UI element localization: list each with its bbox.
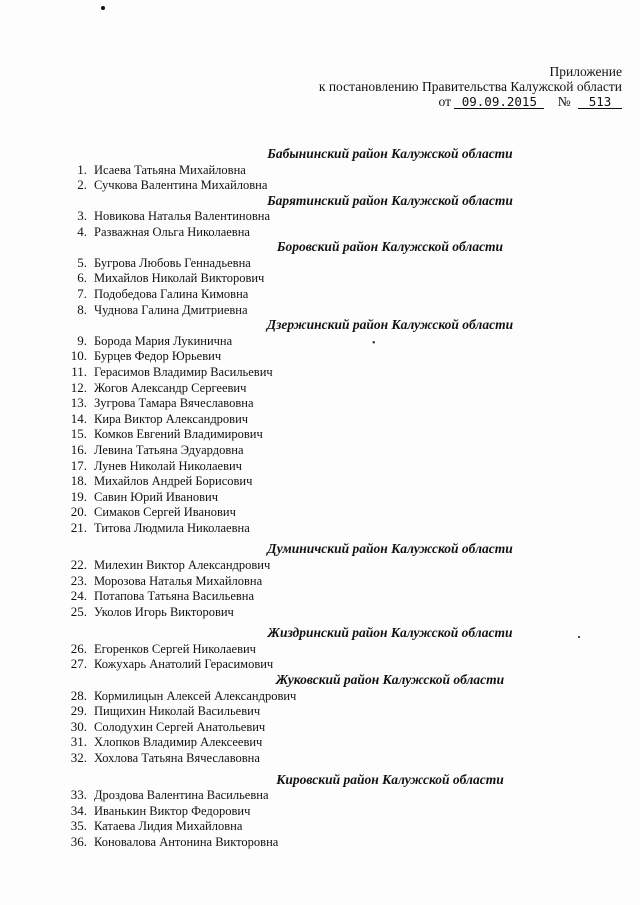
decree-number: 513 [578,95,622,109]
list-item-number: 8. [77,301,87,317]
list-item-number: 6. [77,270,87,286]
person-name: Титова Людмила Николаевна [94,520,250,535]
person-name: Герасимов Владимир Васильевич [94,364,273,379]
list-item [0,302,640,318]
person-name: Дроздова Валентина Васильевна [94,788,269,802]
list-item-number: 22. [70,556,87,572]
person-name: Солодухин Сергей Анатольевич [94,719,266,734]
person-name: Катаева Лидия Михайловна [94,819,243,834]
district-list [0,146,640,849]
district-heading: Думиничский район Калужской области [267,541,513,557]
appendix-title: Приложение [549,64,622,79]
person-name: Зугрова Тамара Вячеславовна [94,396,254,411]
list-item-number: 4. [77,223,87,239]
list-item [0,719,640,735]
list-item-number: 5. [77,254,87,270]
list-item [0,489,640,505]
person-name: Комков Евгений Владимирович [94,427,263,442]
list-item [0,473,640,489]
list-item [0,734,640,750]
list-item [0,703,640,719]
list-item [0,573,640,589]
list-item [0,604,640,620]
list-item [0,641,640,657]
person-name: Потапова Татьяна Васильевна [94,589,255,604]
person-name: Бурцев Федор Юрьевич [94,349,222,364]
person-name: Уколов Игорь Викторович [94,604,234,619]
list-item-number: 31. [70,734,87,750]
list-item [0,803,640,819]
list-item-number: 10. [70,348,87,364]
person-name: Чуднова Галина Дмитриевна [94,302,248,317]
person-name: Сучкова Валентина Михайловна [94,178,268,193]
list-item-number: 35. [70,818,87,834]
person-name: Егоренков Сергей Николаевич [94,641,256,656]
list-item [0,364,640,380]
list-item-number: 13. [70,395,87,411]
list-item-number: 18. [70,473,87,489]
list-item [0,411,640,427]
list-item-number: 15. [70,426,87,442]
person-name: Кира Виктор Александрович [94,411,249,426]
list-item [0,442,640,458]
person-name: Кожухарь Анатолий Герасимович [94,657,274,672]
person-name: Левина Татьяна Эдуардовна [94,442,244,457]
list-item [0,557,640,573]
list-item [0,818,640,834]
list-item-number: 32. [70,749,87,765]
person-name: Милехин Виктор Александрович [94,557,271,572]
person-name: Хлопков Владимир Алексеевич [94,735,263,750]
list-item [0,520,640,536]
person-name: Морозова Наталья Михайловна [94,573,263,588]
list-item [0,224,640,240]
list-item-number: 26. [70,640,87,656]
decree-date-number [319,94,622,109]
list-item-number: 17. [70,457,87,473]
list-item [0,162,640,178]
person-name: Иванькин Виктор Федорович [94,803,251,818]
person-name: Михайлов Николай Викторович [94,271,265,286]
list-item-number: 20. [70,504,87,520]
district-heading: Кировский район Калужской области [276,771,504,787]
list-item [0,750,640,766]
list-item-number: 27. [70,656,87,672]
person-name: Коновалова Антонина Викторовна [94,834,279,849]
list-item [0,656,640,672]
decree-date: 09.09.2015 [454,95,544,109]
document-header [319,64,622,109]
list-item-number: 33. [70,787,87,802]
list-item [0,380,640,396]
list-item-number: 25. [70,603,87,619]
list-item-number: 12. [70,379,87,395]
district-heading: Дзержинский район Калужской области [266,317,514,333]
person-name: Хохлова Татьяна Вячеславовна [94,750,260,765]
list-item [0,333,640,349]
list-item-number: 36. [70,833,87,849]
list-item-number: 16. [70,441,87,457]
list-item-number: 9. [77,332,87,348]
date-prefix: от [438,94,451,109]
list-item [0,426,640,442]
list-item-number: 1. [77,161,87,177]
list-item-number: 21. [70,519,87,535]
list-item [0,588,640,604]
list-item [0,504,640,520]
person-name: Бугрова Любовь Геннадьевна [94,255,251,270]
list-item [0,458,640,474]
scan-speck [101,6,105,10]
list-item [0,787,640,803]
district-heading: Жуковский район Калужской области [275,672,505,688]
person-name: Кормилицын Алексей Александрович [94,688,297,703]
person-name: Пищихин Николай Васильевич [94,704,261,719]
person-name: Лунев Николай Николаевич [94,458,242,473]
district-heading: Бабынинский район Калужской области [267,146,513,161]
district-heading: Боровский район Калужской области [276,239,504,255]
person-name: Подобедова Галина Кимовна [94,287,249,302]
list-item-number: 34. [70,802,87,818]
person-name: Жогов Александр Сергеевич [94,380,247,395]
list-item [0,395,640,411]
list-item-number: 24. [70,588,87,604]
number-prefix: № [557,94,571,109]
list-item-number: 2. [77,177,87,193]
list-item-number: 30. [70,718,87,734]
list-item [0,286,640,302]
list-item [0,177,640,193]
person-name: Савин Юрий Иванович [94,489,219,504]
list-item [0,208,640,224]
list-item-number: 28. [70,687,87,703]
person-name: Новикова Наталья Валентиновна [94,209,271,224]
list-item-number: 3. [77,208,87,224]
scan-mark: • [372,338,376,349]
list-item [0,688,640,704]
list-item-number: 19. [70,488,87,504]
list-item-number: 29. [70,703,87,719]
list-item [0,270,640,286]
list-item-number: 23. [70,572,87,588]
list-item-number: 14. [70,410,87,426]
list-item-number: 7. [77,286,87,302]
person-name: Михайлов Андрей Борисович [94,474,253,489]
person-name: Разважная Ольга Николаевна [94,224,250,239]
list-item [0,834,640,850]
list-item [0,255,640,271]
person-name: Симаков Сергей Иванович [94,505,236,520]
district-heading: Жиздринский район Калужской области [267,625,513,641]
list-item [0,348,640,364]
decree-reference: к постановлению Правительства Калужской области [318,79,622,94]
district-heading: Барятинский район Калужской области [267,192,513,208]
person-name: Борода Мария Лукинична [94,333,233,348]
person-name: Исаева Татьяна Михайловна [94,162,246,177]
list-item-number: 11. [71,363,87,379]
